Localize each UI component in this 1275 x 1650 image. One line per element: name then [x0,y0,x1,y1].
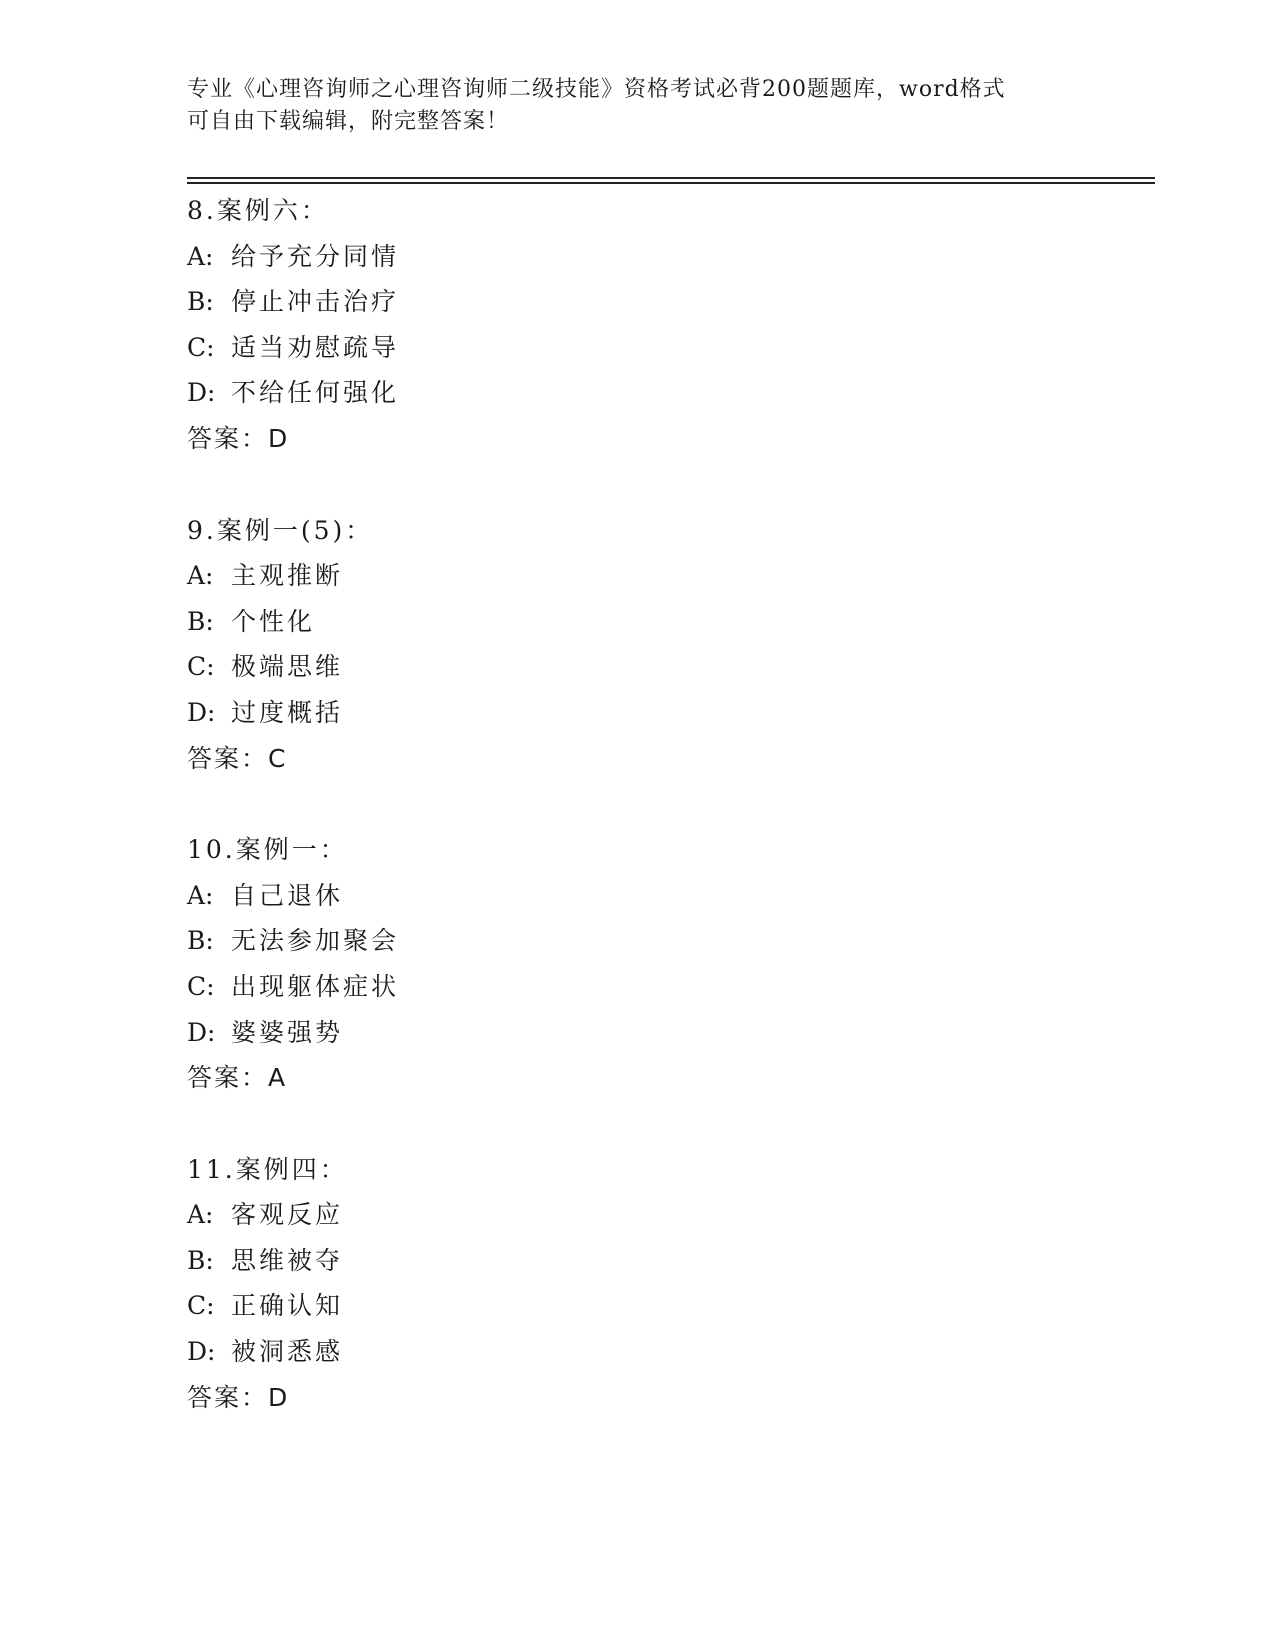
option-letter: A: [187,880,214,910]
option-text: 主观推断 [231,561,344,591]
option-a [187,553,1087,599]
option-text: 不给任何强化 [231,378,400,408]
option-d [187,690,1087,736]
answer-line [187,736,1087,782]
answer-value: C [268,743,289,773]
option-b [187,279,1087,325]
header-divider-bottom [187,182,1155,184]
answer-label: 答案： [187,423,269,453]
question-title: 8.案例六： [187,196,329,225]
option-text: 出现躯体症状 [231,971,400,1001]
option-c [187,964,1087,1010]
answer-label: 答案： [187,1382,269,1412]
option-letter: A: [187,241,214,271]
question-title: 9.案例一(5)： [187,515,374,545]
option-letter: D: [187,1017,216,1047]
answer-line [187,1055,1087,1101]
option-letter: C: [187,332,215,362]
option-a [187,234,1087,280]
option-letter: C: [187,1291,215,1321]
header-line-1: 专业《心理咨询师之心理咨询师二级技能》资格考试必背200题题库，word格式 [187,77,1006,102]
answer-value: A [268,1063,289,1093]
option-b [187,1238,1087,1284]
option-text: 个性化 [231,606,316,636]
answer-line [187,416,1087,462]
question-list [187,188,1087,1466]
option-letter: B: [187,926,214,956]
option-text: 客观反应 [231,1200,344,1230]
question-title: 11.案例四： [187,1154,348,1184]
option-letter: D: [187,697,216,727]
option-c [187,325,1087,371]
option-letter: A: [187,561,214,591]
option-letter: A: [187,1200,214,1230]
question-10 [187,827,1087,1101]
option-d [187,1329,1087,1375]
option-letter: B: [187,606,214,636]
option-b [187,918,1087,964]
option-text: 自己退休 [231,880,344,910]
option-letter: C: [187,652,215,682]
option-d [187,1010,1087,1056]
answer-value: D [268,423,291,453]
option-c [187,1283,1087,1329]
option-text: 极端思维 [231,652,344,682]
option-text: 给予充分同情 [231,241,400,271]
option-letter: B: [187,1245,214,1275]
document-header [187,74,1087,138]
option-text: 婆婆强势 [231,1017,344,1047]
question-8 [187,188,1087,462]
option-letter: B: [187,287,214,317]
question-9 [187,508,1087,782]
answer-label: 答案： [187,743,269,773]
question-title: 10.案例一： [187,835,348,865]
header-line-2: 可自由下载编辑，附完整答案！ [187,109,510,134]
answer-label: 答案： [187,1063,269,1093]
option-text: 适当劝慰疏导 [231,332,400,362]
header-divider-top [187,177,1155,179]
answer-line [187,1375,1087,1421]
option-letter: D: [187,378,216,408]
option-text: 过度概括 [231,697,344,727]
option-text: 思维被夺 [231,1245,344,1275]
option-text: 正确认知 [231,1291,344,1321]
option-letter: C: [187,971,215,1001]
question-11 [187,1147,1087,1421]
option-a [187,873,1087,919]
option-d [187,370,1087,416]
option-text: 无法参加聚会 [231,926,400,956]
option-b [187,599,1087,645]
answer-value: D [268,1382,291,1412]
option-letter: D: [187,1337,216,1367]
option-c [187,644,1087,690]
option-text: 被洞悉感 [231,1337,344,1367]
option-a [187,1192,1087,1238]
option-text: 停止冲击治疗 [231,287,400,317]
